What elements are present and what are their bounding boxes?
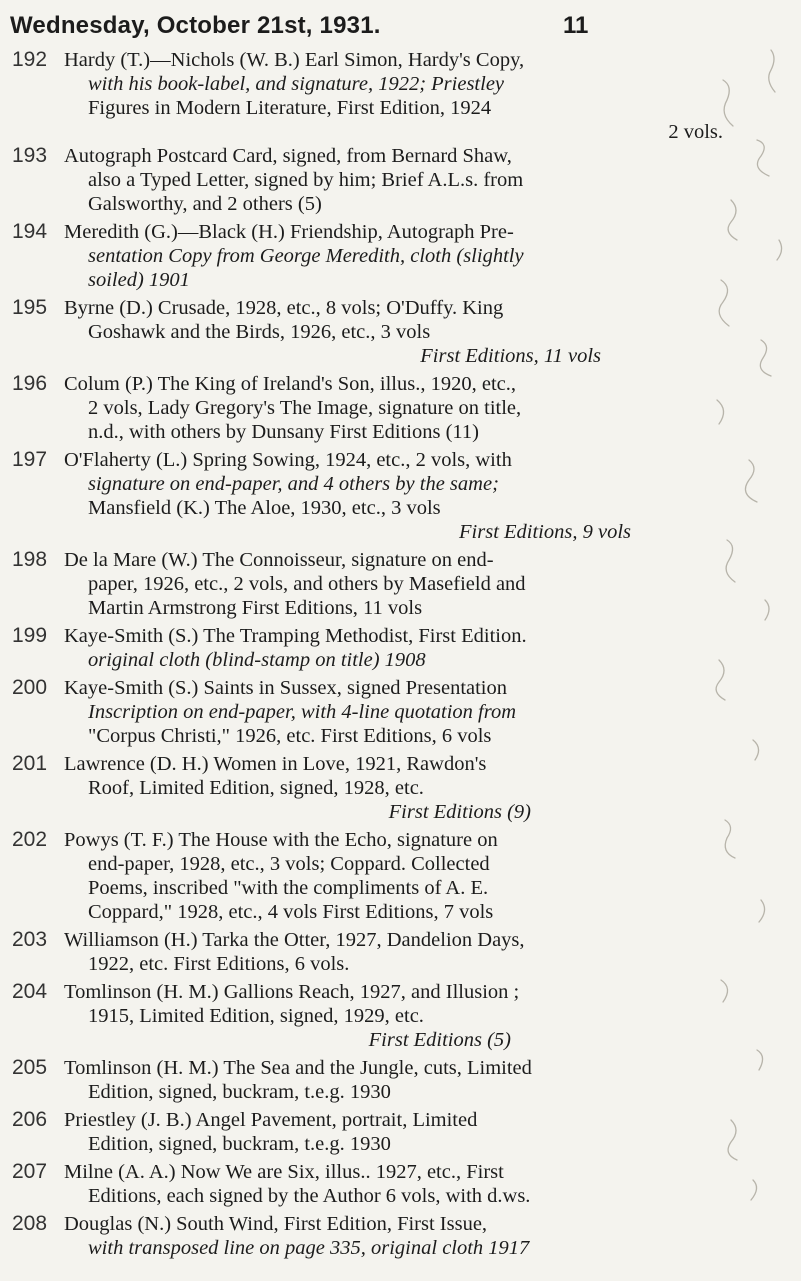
entry-line: Lawrence (D. H.) Women in Love, 1921, Rawdon's <box>64 753 487 775</box>
entry-line: First Editions (9) <box>388 801 531 823</box>
lot-number: 207 <box>12 1160 48 1183</box>
entry-line: Williamson (H.) Tarka the Otter, 1927, Dandelion Days, <box>64 929 525 951</box>
entry-line: Tomlinson (H. M.) Gallions Reach, 1927, and Illusion ; <box>64 981 520 1003</box>
entry-line: Goshawk and the Birds, 1926, etc., 3 vols <box>88 321 431 343</box>
lot-number: 206 <box>12 1108 48 1131</box>
lot-number: 199 <box>12 624 48 647</box>
lot-number: 201 <box>12 752 48 775</box>
entry-line: Powys (T. F.) The House with the Echo, signature on <box>64 829 498 851</box>
entry-line: paper, 1926, etc., 2 vols, and others by Masefield and <box>88 573 526 595</box>
entry-line: De la Mare (W.) The Connoisseur, signature on end- <box>64 549 494 571</box>
entry-line: 2 vols. <box>668 121 723 143</box>
entry-line: Inscription on end-paper, with 4-line quotation from <box>88 701 517 723</box>
page-number: 11 <box>563 12 589 39</box>
entry-line: Martin Armstrong First Editions, 11 vols <box>88 597 423 619</box>
entry-line: end-paper, 1928, etc., 3 vols; Coppard. Collected <box>88 853 490 875</box>
entry-line: Meredith (G.)—Black (H.) Friendship, Autograph Pre- <box>64 221 514 243</box>
entry-line: Milne (A. A.) Now We are Six, illus.. 1927, etc., First <box>64 1161 504 1183</box>
entry-line: signature on end-paper, and 4 others by the same; <box>88 473 499 495</box>
entry-line: Hardy (T.)—Nichols (W. B.) Earl Simon, Hardy's Copy, <box>64 49 525 71</box>
lot-number: 195 <box>12 296 48 319</box>
lot-number: 196 <box>12 372 48 395</box>
entry-line: sentation Copy from George Meredith, cloth (slightly <box>88 245 524 267</box>
lot-number: 205 <box>12 1056 48 1079</box>
entry-line: Autograph Postcard Card, signed, from Bernard Shaw, <box>64 145 512 167</box>
entry-line: Kaye-Smith (S.) The Tramping Methodist, First Edition. <box>64 625 527 647</box>
entry-line: Kaye-Smith (S.) Saints in Sussex, signed Presentation <box>64 677 508 699</box>
entry-line: Byrne (D.) Crusade, 1928, etc., 8 vols; O'Duffy. King <box>64 297 504 319</box>
entry-line: Mansfield (K.) The Aloe, 1930, etc., 3 vols <box>88 497 441 519</box>
lot-number: 202 <box>12 828 48 851</box>
entry-line: Coppard," 1928, etc., 4 vols First Editions, 7 vols <box>88 901 494 923</box>
entry-line: also a Typed Letter, signed by him; Brief A.L.s. from <box>88 169 524 191</box>
lot-number: 203 <box>12 928 48 951</box>
entry-line: original cloth (blind-stamp on title) 1908 <box>88 649 426 671</box>
pencil-annotation-marks <box>661 40 801 1220</box>
entry-line: First Editions (5) <box>368 1029 511 1051</box>
entry-line: with transposed line on page 335, original cloth 1917 <box>88 1237 530 1259</box>
entry-line: Editions, each signed by the Author 6 vols, with d.ws. <box>88 1185 531 1207</box>
entry-line: Colum (P.) The King of Ireland's Son, illus., 1920, etc., <box>64 373 517 395</box>
entry-line: Douglas (N.) South Wind, First Edition, First Issue, <box>64 1213 488 1235</box>
entry-line: Priestley (J. B.) Angel Pavement, portrait, Limited <box>64 1109 478 1131</box>
lot-number: 197 <box>12 448 48 471</box>
entry-line: Edition, signed, buckram, t.e.g. 1930 <box>88 1081 391 1103</box>
entry-line: "Corpus Christi," 1926, etc. First Editions, 6 vols <box>88 725 492 747</box>
lot-number: 208 <box>12 1212 48 1235</box>
lot-number: 193 <box>12 144 48 167</box>
lot-number: 198 <box>12 548 48 571</box>
lot-number: 204 <box>12 980 48 1003</box>
entry-line: 1922, etc. First Editions, 6 vols. <box>88 953 350 975</box>
entry-line: with his book-label, and signature, 1922; Priestley <box>88 73 505 95</box>
entry-line: n.d., with others by Dunsany First Editions (11) <box>88 421 480 443</box>
entry-line: 1915, Limited Edition, signed, 1929, etc. <box>88 1005 424 1027</box>
lot-number: 200 <box>12 676 48 699</box>
page-header <box>10 12 770 42</box>
entry-line: soiled) 1901 <box>88 269 190 291</box>
entry-line: First Editions, 11 vols <box>420 345 601 367</box>
entry-line: 2 vols, Lady Gregory's The Image, signature on title, <box>88 397 522 419</box>
entry-line: Tomlinson (H. M.) The Sea and the Jungle, cuts, Limited <box>64 1057 532 1079</box>
entry-line: Figures in Modern Literature, First Edition, 1924 <box>88 97 492 119</box>
lot-number: 194 <box>12 220 48 243</box>
entry-line: Roof, Limited Edition, signed, 1928, etc. <box>88 777 424 799</box>
entry-line: O'Flaherty (L.) Spring Sowing, 1924, etc., 2 vols, with <box>64 449 512 471</box>
entry-line: First Editions, 9 vols <box>459 521 631 543</box>
catalogue-date: Wednesday, October 21st, 1931. <box>10 12 381 39</box>
entry-line: Poems, inscribed "with the compliments of A. E. <box>88 877 489 899</box>
entry-line: Galsworthy, and 2 others (5) <box>88 193 322 215</box>
entry-line: Edition, signed, buckram, t.e.g. 1930 <box>88 1133 391 1155</box>
lot-number: 192 <box>12 48 48 71</box>
